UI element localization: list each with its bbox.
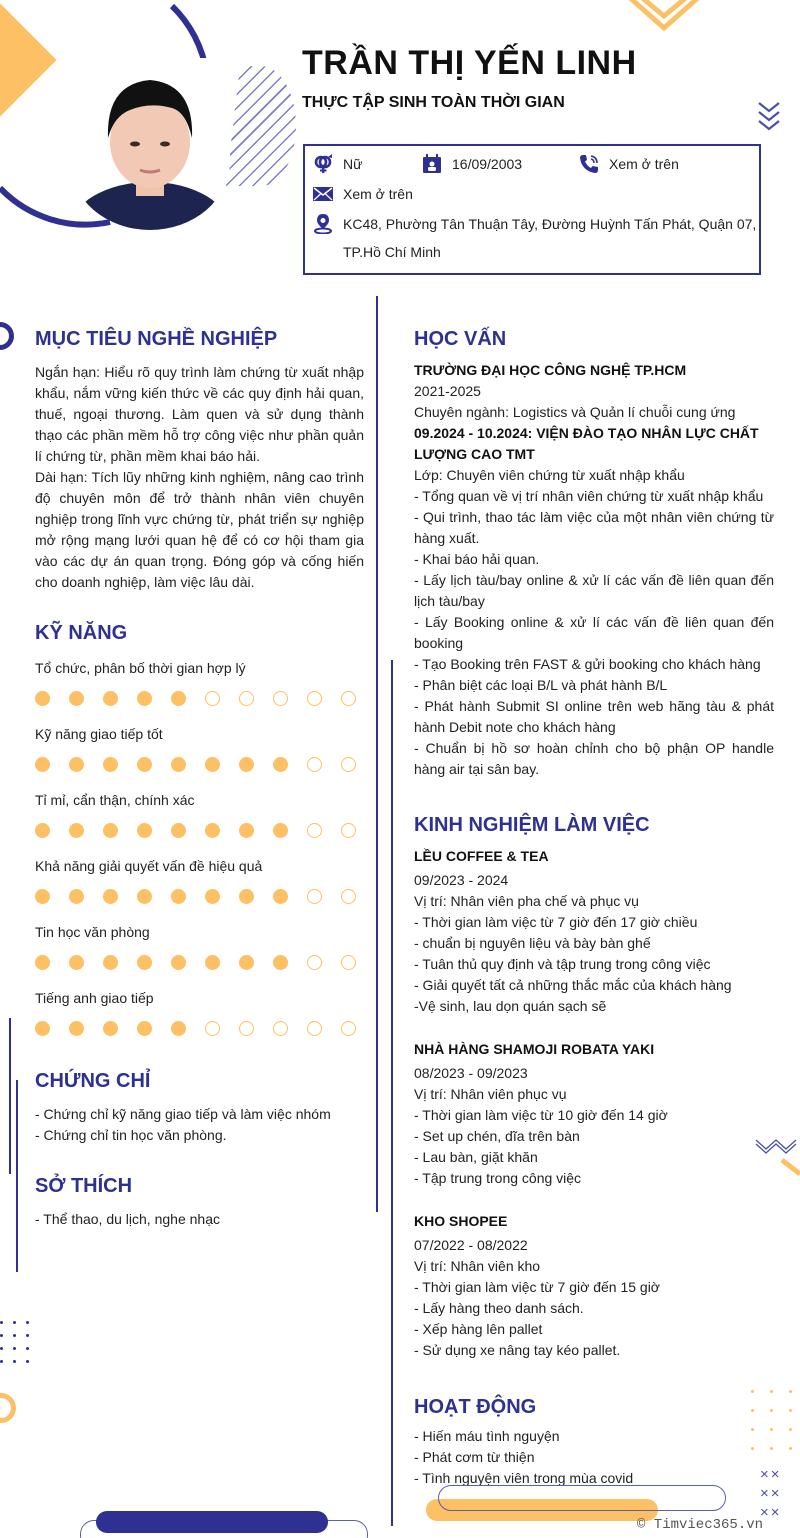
job-entry bbox=[414, 846, 774, 1017]
decor-outline-pill-right bbox=[438, 1485, 726, 1511]
contact-address: KC48, Phường Tân Thuận Tây, Đường Huỳnh Tấn Phát, Quận 07, bbox=[313, 214, 756, 234]
rating-dot-empty bbox=[341, 889, 356, 904]
job-duty: - Giải quyết tất cả những thắc mắc của khách hàng bbox=[414, 977, 732, 993]
decor-blue-chevrons-down bbox=[756, 100, 782, 134]
rating-dot-filled bbox=[103, 889, 118, 904]
contact-phone: Xem ở trên bbox=[579, 154, 679, 174]
education-school: TRƯỜNG ĐẠI HỌC CÔNG NGHỆ TP.HCM bbox=[414, 362, 687, 378]
activity-item: - Tình nguyện viên trong mùa covid bbox=[414, 1470, 634, 1486]
rating-dot-filled bbox=[239, 889, 254, 904]
decor-yellow-ring bbox=[0, 1393, 16, 1423]
rating-dot-empty bbox=[307, 757, 322, 772]
skill-rating bbox=[35, 889, 356, 904]
rating-dot-filled bbox=[137, 691, 152, 706]
rating-dot-empty bbox=[341, 757, 356, 772]
rating-dot-filled bbox=[273, 889, 288, 904]
rating-dot-filled bbox=[171, 691, 186, 706]
course-item: - Lấy lịch tàu/bay online & xử lí các vấn đề liên quan đến lịch tàu/bay bbox=[414, 572, 774, 609]
job-duty: - chuẩn bị nguyên liệu và bày bàn ghế bbox=[414, 935, 651, 951]
job-duty: - Tuân thủ quy định và tập trung trong công việc bbox=[414, 956, 711, 972]
education-course-class: Lớp: Chuyên viên chứng từ xuất nhập khẩu bbox=[414, 467, 685, 483]
rating-dot-filled bbox=[103, 955, 118, 970]
rating-dot-filled bbox=[137, 823, 152, 838]
rating-dot-filled bbox=[273, 955, 288, 970]
education-major: Chuyên ngành: Logistics và Quản lí chuỗi cung ứng bbox=[414, 404, 736, 420]
rating-dot-filled bbox=[35, 889, 50, 904]
rating-dot-empty bbox=[205, 1021, 220, 1036]
rating-dot-filled bbox=[69, 823, 84, 838]
rating-dot-filled bbox=[35, 955, 50, 970]
rating-dot-filled bbox=[171, 823, 186, 838]
course-item: - Tạo Booking trên FAST & gửi booking cho khách hàng bbox=[414, 656, 761, 672]
course-item: - Chuẩn bị hồ sơ hoàn chỉnh cho bộ phận OP handle hàng air tại sân bay. bbox=[414, 740, 774, 777]
rating-dot-filled bbox=[35, 757, 50, 772]
location-pin-icon bbox=[313, 214, 333, 234]
skill-rating bbox=[35, 1021, 356, 1036]
rating-dot-filled bbox=[103, 691, 118, 706]
decor-yellow-dot-grid bbox=[751, 1390, 792, 1450]
contact-address-line2: TP.Hồ Chí Minh bbox=[343, 244, 441, 260]
job-entry bbox=[414, 1211, 774, 1361]
profile-photo bbox=[70, 58, 230, 230]
job-title: THỰC TẬP SINH TOÀN THỜI GIAN bbox=[302, 94, 565, 111]
rating-dot-empty bbox=[307, 823, 322, 838]
skill-label: Tỉ mỉ, cẩn thận, chính xác bbox=[35, 792, 195, 808]
rating-dot-filled bbox=[205, 757, 220, 772]
course-item: - Lấy Booking online & xử lí các vấn đề liên quan đến booking bbox=[414, 614, 774, 651]
skill-rating bbox=[35, 691, 356, 706]
rating-dot-filled bbox=[171, 1021, 186, 1036]
rating-dot-empty bbox=[307, 955, 322, 970]
rating-dot-empty bbox=[307, 889, 322, 904]
column-divider-2 bbox=[391, 660, 393, 1526]
decor-blue-ring bbox=[0, 322, 14, 350]
skill-label: Tiếng anh giao tiếp bbox=[35, 990, 154, 1006]
activity-item: - Hiến máu tình nguyện bbox=[414, 1428, 560, 1444]
rating-dot-filled bbox=[35, 1021, 50, 1036]
rating-dot-empty bbox=[341, 691, 356, 706]
skill-label: Tổ chức, phân bố thời gian hợp lý bbox=[35, 660, 246, 676]
education-course-items bbox=[414, 486, 774, 780]
calendar-icon bbox=[422, 154, 442, 174]
candidate-name: TRẦN THỊ YẾN LINH bbox=[302, 44, 637, 82]
rating-dot-empty bbox=[239, 691, 254, 706]
course-item: - Tổng quan về vị trí nhân viên chứng từ xuất nhập khẩu bbox=[414, 488, 764, 504]
job-company: NHÀ HÀNG SHAMOJI ROBATA YAKI bbox=[414, 1041, 655, 1057]
job-duty: - Lau bàn, giặt khăn bbox=[414, 1149, 538, 1165]
rating-dot-empty bbox=[273, 691, 288, 706]
decor-yellow-chevrons bbox=[626, 0, 702, 44]
education-content bbox=[414, 360, 774, 780]
job-position: Vị trí: Nhân viên kho bbox=[414, 1258, 541, 1274]
skill-rating bbox=[35, 955, 356, 970]
objective-long-term: Dài hạn: Tích lũy những kinh nghiệm, nâng cao trình độ chuyên môn để trở thành nhân viên chuyên nghiệp trong lĩnh vực chứng từ, phát triển sự nghiệp mở rộng mạng lưới quan hệ để có cơ hội tham gia vào các dự án quan trọng. Đóng góp và cống hiến cho doanh nghiệp, làm việc lâu dài. bbox=[35, 469, 364, 590]
watermark: © Timviec365.vn bbox=[637, 1517, 764, 1533]
activities-list bbox=[414, 1426, 744, 1489]
job-duty: - Sử dụng xe nâng tay kéo pallet. bbox=[414, 1342, 621, 1358]
decor-hatch-lines bbox=[226, 66, 296, 186]
rating-dot-filled bbox=[171, 889, 186, 904]
hobby-item: - Thể thao, du lịch, nghe nhạc bbox=[35, 1211, 220, 1227]
job-duty: - Thời gian làm việc từ 7 giờ đến 15 giờ bbox=[414, 1279, 660, 1295]
rating-dot-filled bbox=[69, 955, 84, 970]
objective-title: MỤC TIÊU NGHỀ NGHIỆP bbox=[35, 328, 278, 350]
job-duty: - Thời gian làm việc từ 7 giờ đến 17 giờ chiều bbox=[414, 914, 698, 930]
phone-icon bbox=[579, 154, 599, 174]
rating-dot-filled bbox=[273, 823, 288, 838]
gender-icon bbox=[313, 154, 333, 174]
rating-dot-filled bbox=[35, 823, 50, 838]
rating-dot-filled bbox=[137, 889, 152, 904]
job-duty: - Lấy hàng theo danh sách. bbox=[414, 1300, 584, 1316]
rating-dot-empty bbox=[341, 955, 356, 970]
rating-dot-empty bbox=[273, 1021, 288, 1036]
rating-dot-filled bbox=[69, 1021, 84, 1036]
rating-dot-empty bbox=[205, 691, 220, 706]
envelope-icon bbox=[313, 184, 333, 204]
rating-dot-empty bbox=[341, 823, 356, 838]
rating-dot-filled bbox=[69, 889, 84, 904]
skill-rating bbox=[35, 823, 356, 838]
experience-list bbox=[414, 846, 774, 1361]
rating-dot-empty bbox=[307, 1021, 322, 1036]
decor-left-line-2 bbox=[16, 1080, 18, 1272]
certificate-item: - Chứng chỉ kỹ năng giao tiếp và làm việc nhóm bbox=[35, 1106, 331, 1122]
rating-dot-filled bbox=[137, 1021, 152, 1036]
rating-dot-filled bbox=[69, 757, 84, 772]
decor-x-marks: ×× ×× ×× bbox=[760, 1466, 782, 1521]
job-duty: - Tập trung trong công việc bbox=[414, 1170, 582, 1186]
hobbies-title: SỞ THÍCH bbox=[35, 1175, 133, 1197]
rating-dot-filled bbox=[205, 889, 220, 904]
rating-dot-filled bbox=[137, 757, 152, 772]
skill-label: Kỹ năng giao tiếp tốt bbox=[35, 726, 163, 742]
rating-dot-filled bbox=[69, 691, 84, 706]
activity-item: - Phát cơm từ thiện bbox=[414, 1449, 535, 1465]
rating-dot-filled bbox=[239, 955, 254, 970]
job-company: LỀU COFFEE & TEA bbox=[414, 848, 549, 864]
skills-title: KỸ NĂNG bbox=[35, 622, 128, 644]
rating-dot-filled bbox=[103, 1021, 118, 1036]
rating-dot-filled bbox=[171, 757, 186, 772]
certificates-title: CHỨNG CHỈ bbox=[35, 1070, 151, 1092]
rating-dot-filled bbox=[273, 757, 288, 772]
decor-zigzag bbox=[754, 1130, 800, 1176]
rating-dot-filled bbox=[137, 955, 152, 970]
education-years: 2021-2025 bbox=[414, 383, 481, 399]
contact-birthday: 16/09/2003 bbox=[422, 154, 522, 174]
course-item: - Khai báo hải quan. bbox=[414, 551, 540, 567]
objective-text bbox=[35, 362, 364, 593]
rating-dot-filled bbox=[205, 955, 220, 970]
job-duty: - Set up chén, dĩa trên bàn bbox=[414, 1128, 580, 1144]
rating-dot-filled bbox=[171, 955, 186, 970]
activities-title: HOẠT ĐỘNG bbox=[414, 1396, 537, 1418]
rating-dot-empty bbox=[307, 691, 322, 706]
contact-gender: Nữ bbox=[313, 154, 362, 174]
certificates-list bbox=[35, 1104, 365, 1146]
hobbies-list bbox=[35, 1209, 365, 1230]
skill-label: Tin học văn phòng bbox=[35, 924, 150, 940]
job-company: KHO SHOPEE bbox=[414, 1213, 508, 1229]
decor-left-line-1 bbox=[9, 1018, 11, 1174]
skill-label: Khả năng giải quyết vấn đề hiệu quả bbox=[35, 858, 263, 874]
rating-dot-filled bbox=[35, 691, 50, 706]
job-position: Vị trí: Nhân viên phục vụ bbox=[414, 1086, 567, 1102]
job-period: 09/2023 - 2024 bbox=[414, 872, 509, 888]
certificate-item: - Chứng chỉ tin học văn phòng. bbox=[35, 1127, 227, 1143]
rating-dot-filled bbox=[103, 823, 118, 838]
decor-blue-pill bbox=[96, 1511, 328, 1533]
job-entry bbox=[414, 1039, 774, 1189]
course-item: - Qui trình, thao tác làm việc của một nhân viên chứng từ hàng xuất. bbox=[414, 509, 774, 546]
skill-rating bbox=[35, 757, 356, 772]
course-item: - Phân biệt các loại B/L và phát hành B/L bbox=[414, 677, 668, 693]
contact-info-box bbox=[303, 144, 761, 275]
contact-email: Xem ở trên bbox=[313, 184, 413, 204]
rating-dot-filled bbox=[205, 823, 220, 838]
job-duty: - Xếp hàng lên pallet bbox=[414, 1321, 543, 1337]
column-divider-1 bbox=[376, 296, 378, 1212]
job-position: Vị trí: Nhân viên pha chế và phục vụ bbox=[414, 893, 639, 909]
course-item: - Phát hành Submit SI online trên web hãng tàu & phát hành Debit note cho khách hàng bbox=[414, 698, 774, 735]
job-period: 08/2023 - 09/2023 bbox=[414, 1065, 528, 1081]
job-period: 07/2022 - 08/2022 bbox=[414, 1237, 528, 1253]
education-title: HỌC VẤN bbox=[414, 328, 507, 350]
job-duty: - Thời gian làm việc từ 10 giờ đến 14 giờ bbox=[414, 1107, 668, 1123]
rating-dot-filled bbox=[239, 757, 254, 772]
job-duty: -Vệ sinh, lau dọn quán sạch sẽ bbox=[414, 998, 607, 1014]
rating-dot-empty bbox=[341, 1021, 356, 1036]
rating-dot-filled bbox=[103, 757, 118, 772]
rating-dot-empty bbox=[239, 1021, 254, 1036]
objective-short-term: Ngắn hạn: Hiểu rõ quy trình làm chứng từ xuất nhập khẩu, nắm vững kiến thức về các quy định hải quan, thuế, ngoại thương. Làm quen và sử dụng thành thạo các phần mềm hỗ trợ công việc như phần quản lí chứng từ, phần mềm khai báo hải. bbox=[35, 364, 364, 464]
rating-dot-filled bbox=[239, 823, 254, 838]
experience-title: KINH NGHIỆM LÀM VIỆC bbox=[414, 814, 650, 836]
decor-blue-dot-grid bbox=[0, 1321, 29, 1363]
education-course-title: 09.2024 - 10.2024: VIỆN ĐÀO TẠO NHÂN LỰC CHẤT LƯỢNG CAO TMT bbox=[414, 425, 759, 462]
